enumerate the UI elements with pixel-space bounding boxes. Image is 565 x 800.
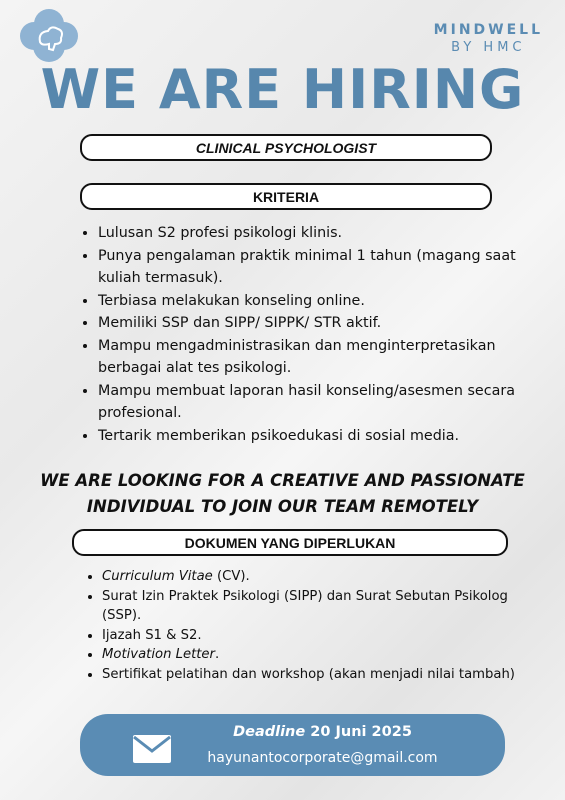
list-item: • Sertifikat pelatihan dan workshop (akan menjadi nilai tambah) — [102, 665, 522, 685]
brand-sub: BY HMC — [451, 40, 526, 55]
deadline-text — [80, 724, 505, 740]
list-item: • Mampu mengadministrasikan dan menginterpretasikan berbagai alat tes psikologi. — [98, 335, 528, 380]
list-item: • Punya pengalaman praktik minimal 1 tahun (magang saat kuliah termasuk). — [98, 245, 528, 290]
motivation-suffix: . — [214, 647, 220, 662]
documents-title: DOKUMEN YANG DIPERLUKAN — [184, 534, 396, 551]
brand — [434, 22, 543, 55]
criteria-pill — [80, 183, 492, 210]
list-item: • Mampu membuat laporan hasil konseling/asesmen secara profesional. — [98, 380, 528, 425]
documents-list — [84, 567, 522, 684]
position-title: CLINICAL PSYCHOLOGIST — [195, 139, 377, 156]
cv-suffix: (CV). — [212, 569, 250, 584]
callout-line-2: INDIVIDUAL TO JOIN OUR TEAM REMOTELY — [86, 497, 479, 516]
list-item: • Terbiasa melakukan konseling online. — [98, 290, 528, 313]
deadline-box — [80, 714, 505, 776]
position-pill — [80, 134, 492, 161]
list-item: • Ijazah S1 & S2. — [102, 626, 522, 646]
criteria-list — [78, 222, 528, 447]
contact-email[interactable]: hayunantocorporate@gmail.com — [207, 750, 438, 766]
brand-name: MINDWELL — [433, 22, 543, 38]
cv-label: Curriculum Vitae — [102, 569, 213, 584]
headline: WE ARE HIRING — [40, 58, 525, 121]
list-item: • Surat Izin Praktek Psikologi (SIPP) dan Surat Sebutan Psikolog (SSP). — [102, 587, 522, 626]
deadline-label: Deadline — [233, 724, 306, 740]
list-item: • Memiliki SSP dan SIPP/ SIPPK/ STR aktif. — [98, 312, 528, 335]
list-item: • Tertarik memberikan psikoedukasi di sosial media. — [98, 425, 528, 448]
list-item: • Lulusan S2 profesi psikologi klinis. — [98, 222, 528, 245]
list-item — [102, 567, 522, 587]
callout-line-1: WE ARE LOOKING FOR A CREATIVE AND PASSIONATE — [40, 471, 525, 490]
deadline-date: 20 Juni 2025 — [305, 724, 412, 740]
criteria-title: KRITERIA — [252, 188, 320, 205]
list-item — [102, 645, 522, 665]
motivation-label: Motivation Letter — [102, 647, 215, 662]
documents-pill — [72, 529, 508, 556]
callout — [40, 468, 525, 520]
